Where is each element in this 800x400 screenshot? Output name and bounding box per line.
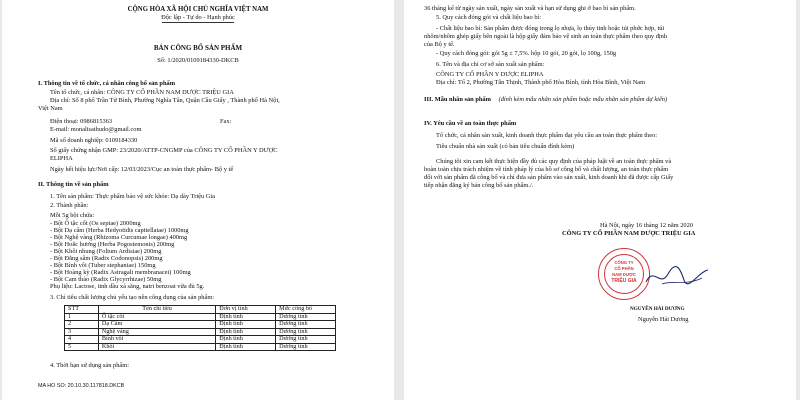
- org-email: E-mail: monalisathudo@gmail.com: [50, 126, 142, 133]
- dossier-code: MA HO SO: 20.10.30.117818.DKCB: [38, 383, 125, 389]
- ingredient-item: - Bột Hoắc hương (Herba Pogostemonis) 200mg: [50, 241, 175, 248]
- ingredients-intro: Mỗi 5g bột chứa:: [50, 212, 95, 219]
- ingredient-item: - Bột Đẳng sâm (Radix Codonopsis) 200mg: [50, 255, 163, 262]
- product-name: 1. Tên sản phẩm: Thực phẩm bảo vệ sức khỏe: Dạ dày Triệu Gia: [50, 193, 216, 200]
- table-header-cell: STT: [65, 306, 99, 314]
- section-1-heading: I. Thông tin về tổ chức, cá nhân công bố sản phẩm: [38, 80, 176, 87]
- table-cell: Bình vôi: [98, 336, 215, 344]
- safety-requirement: Tổ chức, cá nhân sản xuất, kinh doanh thực phẩm đạt yêu cầu an toàn thực phẩm theo:: [436, 132, 658, 139]
- manufacturer-name: CÔNG TY CỔ PHẦN Y DƯỢC ELIPHA: [436, 71, 544, 78]
- ingredient-item: - Bột Nghệ vàng (Rhizoma Curcumae longae) 400mg: [50, 234, 188, 241]
- table-row: [65, 343, 336, 351]
- packaging-material-line2: nhôm/nhôm ghép giấy bên ngoài là hộp giấy đảm bảo vệ sinh an toàn thực phẩm theo quy định: [424, 33, 668, 40]
- section-4-heading: IV. Yêu cầu về an toàn thực phẩm: [424, 120, 517, 127]
- table-header-row: [65, 306, 336, 314]
- commitment-line: đối với sản phẩm đã công bố và chỉ đưa sản phẩm vào sản xuất, kinh doanh khi đã được cấp Giấy: [424, 174, 674, 181]
- manufacturer-address: Địa chỉ: Tổ 2, Phường Tân Thịnh, Thành phố Hòa Bình, tỉnh Hòa Bình, Việt Nam: [436, 79, 646, 86]
- date-place: Hà Nội, ngày 16 tháng 12 năm 2020: [600, 222, 694, 229]
- excipients: Phụ liệu: Lactose, tinh dầu xả săng, natri benzoat vừa đủ 5g.: [50, 283, 205, 290]
- table-cell: Dương tính: [276, 313, 336, 321]
- table-cell: 4: [65, 336, 99, 344]
- packing-spec: - Quy cách đóng gói: gói 5g ± 7,5%. hộp 10 gói, 20 gói, lọ 100g, 150g: [436, 50, 617, 57]
- table-cell: 2: [65, 321, 99, 329]
- table-cell: Dạ Cẩm: [98, 321, 215, 329]
- table-cell: 1: [65, 313, 99, 321]
- table-cell: Ô tặc cốt: [98, 313, 215, 321]
- org-address-line1: Địa chỉ: Số 8 phố Trần Tử Bình, Phường Nghĩa Tân, Quận Cầu Giấy , Thành phố Hà Nội,: [50, 97, 280, 104]
- packaging-material-line1: - Chất liệu bao bì: Sản phẩm được đóng trong lọ nhựa, lọ thủy tinh hoặc túi phức hợp, túi: [436, 25, 665, 32]
- document-number: Số: 1/2020/0109184330-DKCB: [157, 57, 239, 64]
- gmp-certificate-line2: ELIPHA: [50, 155, 73, 162]
- ingredient-item: - Bột Ô tặc cốt (Os sepiae) 2000mg: [50, 220, 141, 227]
- table-header-cell: Tên chỉ tiêu: [98, 306, 215, 314]
- table-cell: Dương tính: [276, 343, 336, 351]
- section-3-row: [424, 96, 667, 104]
- document-title: BẢN CÔNG BỐ SẢN PHẨM: [153, 44, 243, 52]
- section-3-heading: III. Mẫu nhãn sản phẩm: [424, 96, 491, 103]
- stamp-text: TRIỆU GIA: [611, 278, 637, 284]
- section-3-note: (đính kèm mẫu nhãn sản phẩm hoặc mẫu nhãn sản phẩm dự kiến): [498, 96, 668, 103]
- commitment-line: tiếp nhận đăng ký bản công bố sản phẩm./.: [424, 182, 534, 189]
- ingredient-item: - Bột Bình vôi (Tuber stephaniae) 150mg: [50, 262, 156, 269]
- national-title: CỘNG HÒA XÃ HỘI CHỦ NGHĨA VIỆT NAM: [127, 6, 269, 13]
- packaging-material-line3: của Bộ y tế.: [424, 41, 455, 48]
- table-cell: Dương tính: [276, 336, 336, 344]
- table-cell: Nghệ vàng: [98, 328, 215, 336]
- shelf-life-label: 4. Thời hạn sử dụng sản phẩm:: [50, 362, 129, 369]
- signer-name: Nguyễn Hải Dương: [638, 316, 689, 323]
- table-cell: Định tính: [216, 328, 276, 336]
- org-address-line2: Việt Nam: [38, 105, 63, 112]
- gmp-expiry: Ngày hết hiệu lực/Nơi cấp: 12/03/2023/Cục an toàn thực phẩm- Bộ y tế: [50, 166, 234, 173]
- table-cell: Dương tính: [276, 321, 336, 329]
- quality-table: [64, 305, 336, 351]
- stamp-text: CÔNG TY: [614, 260, 634, 265]
- table-cell: Định tính: [216, 321, 276, 329]
- table-cell: Định tính: [216, 313, 276, 321]
- gmp-certificate-line1: Số giấy chứng nhận GMP: 23/2020/ATTP-CNGMP của CÔNG TY CỔ PHẦN Y DƯỢC: [50, 147, 278, 154]
- stamp-text: CỔ PHẦN: [614, 266, 634, 271]
- org-phone: Điện thoại: 0986815363: [50, 118, 113, 125]
- shelf-life-text: 36 tháng kể từ ngày sản xuất, ngày sản xuất và hạn sử dụng ghi ở bao bì sản phẩm.: [424, 5, 636, 12]
- table-row: [65, 336, 336, 344]
- safety-standard: Tiêu chuẩn nhà sản xuất (có bản tiêu chuẩn đính kèm): [436, 143, 575, 150]
- handwritten-signature: [642, 262, 712, 292]
- ingredient-item: - Bột Khôi nhung (Folium Ardisiae) 200mg: [50, 248, 162, 255]
- commitment-line: hoàn toàn chịu trách nhiệm về tính pháp lý của hồ sơ công bố và chất lượng, an toàn thực phẩm: [424, 166, 669, 173]
- ingredients-label: 2. Thành phần:: [50, 202, 89, 209]
- stamp-caption: NGUYỄN HẢI DƯƠNG: [630, 306, 685, 312]
- table-cell: Định tính: [216, 336, 276, 344]
- motto-underline: [162, 22, 234, 23]
- document-page-right: [404, 0, 796, 400]
- quality-criteria-label: 3. Chỉ tiêu chất lượng chủ yếu tạo nên công dụng của sản phẩm:: [50, 294, 215, 301]
- stamp-text: NAM DƯỢC: [612, 272, 636, 277]
- table-row: [65, 321, 336, 329]
- table-cell: Dương tính: [276, 328, 336, 336]
- table-header-cell: Mức công bố: [276, 306, 336, 314]
- org-fax: Fax:: [220, 118, 232, 125]
- org-tax-code: Mã số doanh nghiệp: 0109184330: [50, 137, 138, 144]
- document-page-left: [2, 0, 394, 400]
- table-cell: 5: [65, 343, 99, 351]
- packaging-label: 5. Quy cách đóng gói và chất liệu bao bì:: [436, 14, 542, 21]
- table-cell: 3: [65, 328, 99, 336]
- section-2-heading: II. Thông tin về sản phẩm: [38, 181, 109, 188]
- ingredient-item: - Bột Hoàng kỳ (Radix Astragali membranacei) 100mg: [50, 269, 191, 276]
- ingredient-item: - Bột Dạ cẩm (Herba Hedyotidis capitellatae) 1000mg: [50, 227, 189, 234]
- national-motto: Độc lập - Tự do - Hạnh phúc: [161, 14, 235, 21]
- signer-organization: CÔNG TY CỔ PHẦN NAM DƯỢC TRIỆU GIA: [562, 230, 696, 237]
- table-cell: Khôi: [98, 343, 215, 351]
- manufacturer-label: 6. Tên và địa chỉ cơ sở sản xuất sản phẩm:: [436, 61, 545, 68]
- commitment-line: Chúng tôi xin cam kết thực hiện đầy đủ các quy định của pháp luật về an toàn thực phẩm và: [436, 158, 672, 165]
- table-cell: Định tính: [216, 343, 276, 351]
- ingredient-item: - Bột Cam thảo (Radix Glycyrrhizae) 50mg: [50, 276, 162, 283]
- table-header-cell: Đơn vị tính: [216, 306, 276, 314]
- org-name: Tên tổ chức, cá nhân: CÔNG TY CỔ PHẦN NAM DƯỢC TRIỆU GIA: [50, 89, 234, 96]
